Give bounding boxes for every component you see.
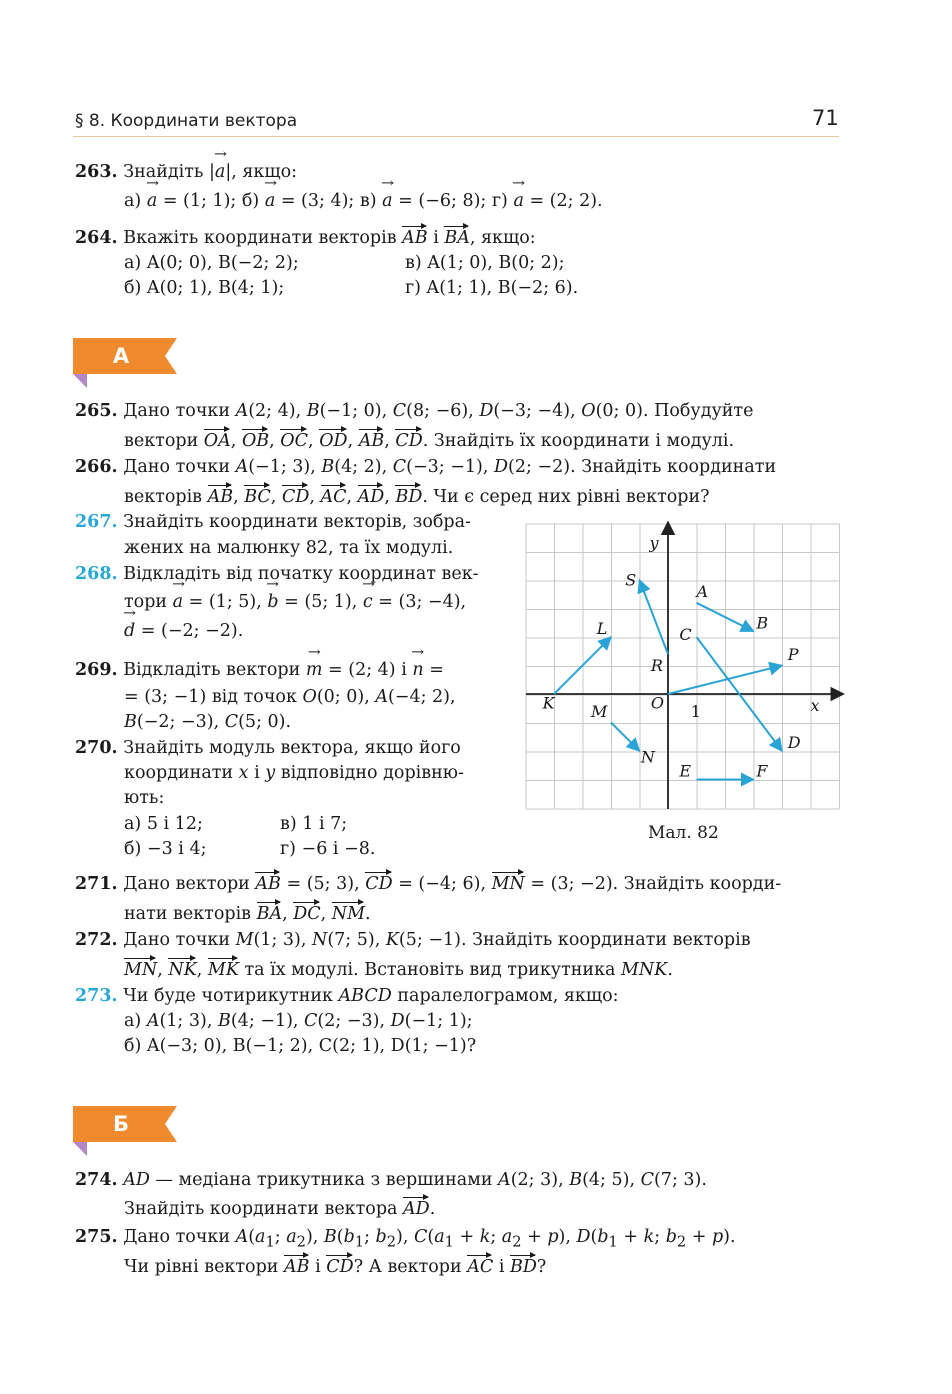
problem-263-options: а) → a = (1; 1); б) → a = (3; 4); в) → a = (−6; 8); г) → a = (2; 2). bbox=[124, 190, 603, 212]
unit-label: 1 bbox=[690, 701, 701, 721]
problem-270-b: б) −3 і 4; bbox=[124, 839, 207, 859]
problem-266: 266. Дано точки A(−1; 3), B(4; 2), C(−3; −1), D(2; −2). Знайдіть координати bbox=[75, 457, 777, 477]
problem-273-b: б) A(−3; 0), B(−1; 2), C(2; 1), D(1; −1)? bbox=[124, 1036, 477, 1056]
figure-caption: Мал. 82 bbox=[648, 823, 719, 843]
banner-label-a: А bbox=[112, 344, 130, 368]
problem-265-line2: вектори OA, OB, OC, OD, AB, CD. Знайдіть їх координати і модулі. bbox=[124, 431, 735, 451]
axis-label-y: y bbox=[649, 533, 659, 553]
problem-264-b: б) A(0; 1), B(4; 1); bbox=[124, 278, 285, 298]
figure-82 bbox=[520, 520, 845, 815]
problem-272-line2: MN, NK, MK та їх модулі. Встановіть вид трикутника MNK. bbox=[124, 960, 673, 980]
point-label-m: M bbox=[591, 701, 608, 721]
problem-275-line2: Чи рівні вектори AB і CD? А вектори AC і BD? bbox=[124, 1257, 547, 1277]
point-label-a: A bbox=[696, 582, 709, 602]
problem-267: 267. Знайдіть координати векторів, зобра- bbox=[75, 512, 471, 532]
problem-271: 271. Дано вектори AB = (5; 3), CD = (−4; 6), MN = (3; −2). Знайдіть коорди- bbox=[75, 874, 782, 894]
problem-264-a: а) A(0; 0), B(−2; 2); bbox=[124, 253, 299, 273]
problem-268-line3: → d = (−2; −2). bbox=[124, 620, 243, 642]
header-rule bbox=[73, 136, 839, 137]
axis-label-x: x bbox=[810, 696, 820, 716]
problem-270-a: а) 5 і 12; bbox=[124, 814, 203, 834]
problem-265: 265. Дано точки A(2; 4), B(−1; 0), C(8; −6), D(−3; −4), O(0; 0). Побудуйте bbox=[75, 401, 754, 421]
problem-263: 263. Знайдіть |→ a|, якщо: bbox=[75, 161, 297, 183]
point-label-k: K bbox=[542, 693, 555, 713]
problem-269-line2: = (3; −1) від точок O(0; 0), A(−4; 2), bbox=[124, 687, 456, 707]
point-label-s: S bbox=[625, 570, 637, 590]
problem-270-line3: ють: bbox=[124, 788, 165, 808]
point-label-c: C bbox=[679, 624, 692, 644]
problem-271-line2: нати векторів BA, DC, NM. bbox=[124, 904, 371, 924]
point-label-p: P bbox=[787, 644, 799, 664]
problem-270-v: в) 1 і 7; bbox=[280, 814, 348, 834]
problem-273-a: а) A(1; 3), B(4; −1), C(2; −3), D(−1; 1); bbox=[124, 1011, 473, 1031]
problem-270-line2: координати x і y відповідно дорівню- bbox=[124, 763, 464, 783]
vector-mn bbox=[611, 723, 640, 752]
point-label-n: N bbox=[640, 747, 655, 767]
problem-268-line2: тори → a = (1; 5), → b = (5; 1), → c = (3; −4), bbox=[124, 591, 466, 613]
point-label-f: F bbox=[756, 761, 768, 781]
level-banner-b bbox=[73, 1106, 177, 1142]
problem-269: 269. Відкладіть вектори → m = (2; 4) і → n = bbox=[75, 659, 444, 681]
level-banner-a bbox=[73, 338, 177, 374]
problem-264-g: г) A(1; 1), B(−2; 6). bbox=[405, 278, 579, 298]
problem-270-g: г) −6 і −8. bbox=[280, 839, 376, 859]
point-label-b: B bbox=[756, 613, 769, 633]
problem-267-line2: жених на малюнку 82, та їх модулі. bbox=[124, 538, 454, 558]
problem-264: 264. Вкажіть координати векторів AB і BA, якщо: bbox=[75, 228, 536, 248]
problem-269-line3: B(−2; −3), C(5; 0). bbox=[124, 712, 292, 732]
problem-264-v: в) A(1; 0), B(0; 2); bbox=[405, 253, 565, 273]
problem-268: 268. Відкладіть від початку координат век- bbox=[75, 564, 479, 584]
problem-270: 270. Знайдіть модуль вектора, якщо його bbox=[75, 738, 461, 758]
vector-rs bbox=[640, 580, 669, 654]
problem-275: 275. Дано точки $A(a_1$; $a_2$), $B(b_1$; $b_2$), $C(a_1 + k$; $a_2 + p$), $D(b_1 + k$; $b_2 + p$). bbox=[75, 1227, 736, 1251]
problem-274: 274. AD — медіана трикутника з вершинами A(2; 3), B(4; 5), C(7; 3). bbox=[75, 1170, 707, 1190]
problem-272: 272. Дано точки M(1; 3), N(7; 5), K(5; −1). Знайдіть координати векторів bbox=[75, 930, 751, 950]
point-label-l: L bbox=[596, 619, 608, 639]
problem-274-line2: Знайдіть координати вектора AD. bbox=[124, 1199, 436, 1219]
page-number: 71 bbox=[812, 106, 839, 130]
section-title: § 8. Координати вектора bbox=[75, 111, 298, 131]
point-label-r: R bbox=[650, 656, 663, 676]
problem-273: 273. Чи буде чотирикутник ABCD паралелограмом, якщо: bbox=[75, 986, 619, 1006]
banner-label-b: Б bbox=[112, 1112, 129, 1136]
point-label-d: D bbox=[787, 733, 801, 753]
problem-266-line2: векторів AB, BC, CD, AC, AD, BD. Чи є серед них рівні вектори? bbox=[124, 487, 710, 507]
point-label-e: E bbox=[679, 761, 692, 781]
origin-label: O bbox=[650, 693, 665, 713]
